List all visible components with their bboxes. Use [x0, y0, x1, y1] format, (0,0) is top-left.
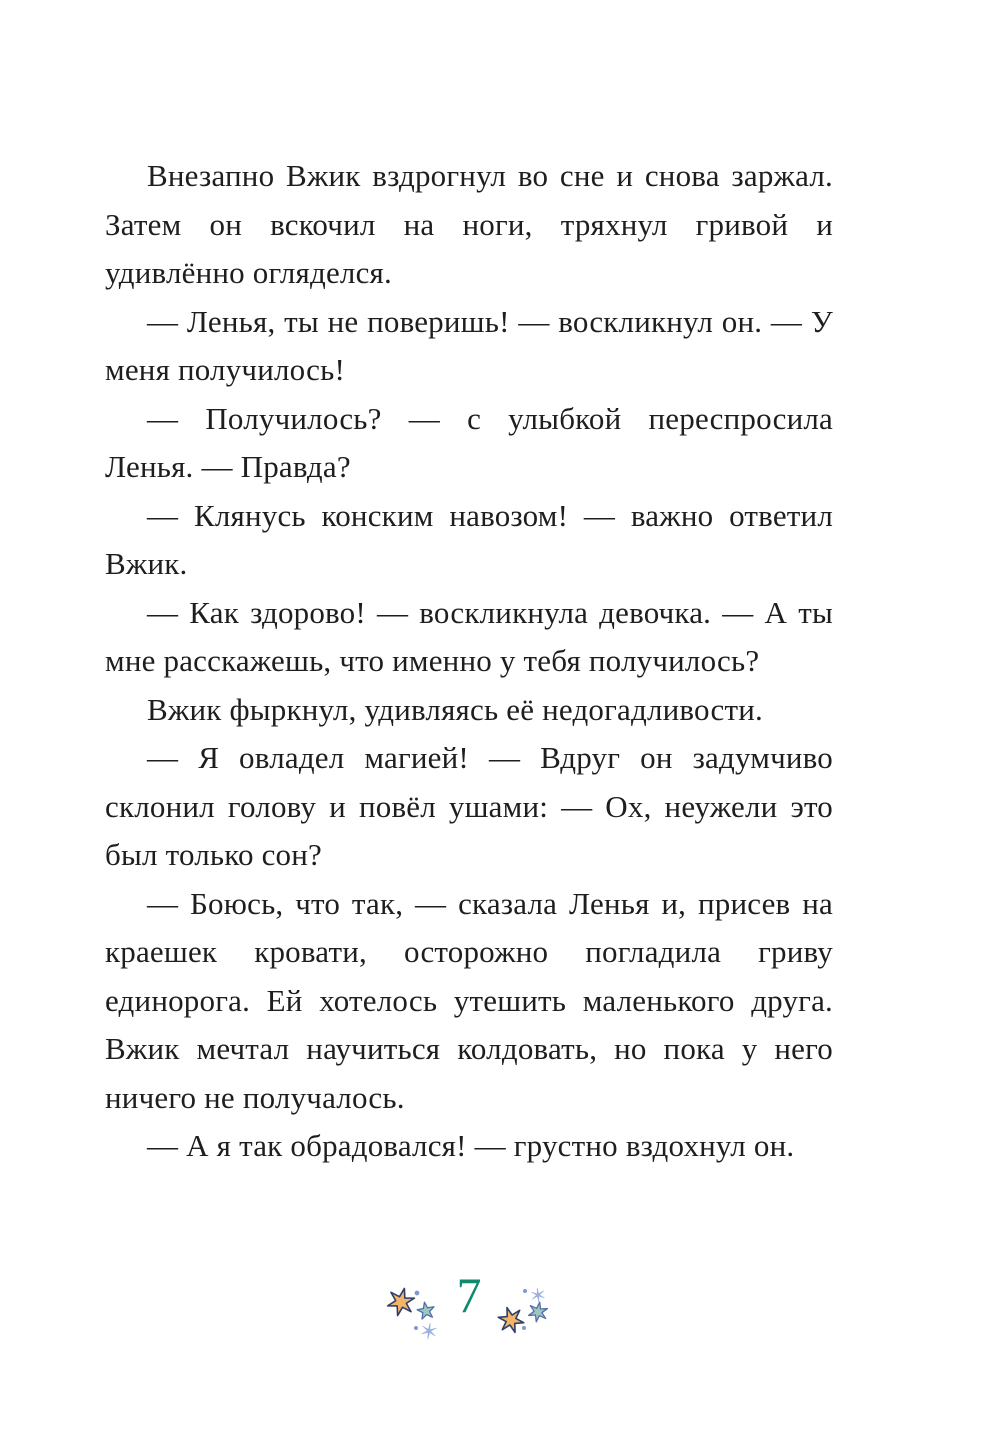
page-number: 7: [456, 1267, 482, 1323]
stars-decoration-left-icon: [383, 1282, 445, 1342]
paragraph: — А я так обрадовался! — грустно вздохнул он.: [147, 1128, 795, 1163]
text-block: [105, 152, 833, 1171]
paragraph: — Ленья, ты не поверишь! — воскликнул он. — У меня получилось!: [105, 303, 833, 387]
paragraph: Вжик фыркнул, удивляясь её недогадливости.: [147, 691, 763, 727]
paragraph: — Клянусь конским навозом! — важно ответил Вжик.: [105, 497, 833, 581]
paragraph: — Получилось? — с улыбкой переспросила Ленья. — Правда?: [105, 400, 833, 484]
paragraph: Внезапно Вжик вздрогнул во сне и снова заржал. Затем он вскочил на ноги, тряхнул гривой и удивлённо огляделся.: [105, 158, 833, 290]
page-footer: [0, 1267, 1000, 1354]
paragraph: — Я овладел магией! — Вдруг он задумчиво склонил голову и повёл ушами: — Ох, неужели это был только сон?: [105, 740, 833, 872]
paragraph: — Как здорово! — воскликнула девочка. — А ты мне расскажешь, что именно у тебя получилось?: [105, 594, 833, 678]
paragraph: — Боюсь, что так, — сказала Ленья и, присев на краешек кровати, осторожно погладила гриву единорога. Ей хотелось утешить маленького друга. Вжик мечтал научиться колдовать, но пока у него ничего не получалось.: [105, 885, 833, 1115]
stars-decoration-right-icon: [494, 1286, 552, 1342]
